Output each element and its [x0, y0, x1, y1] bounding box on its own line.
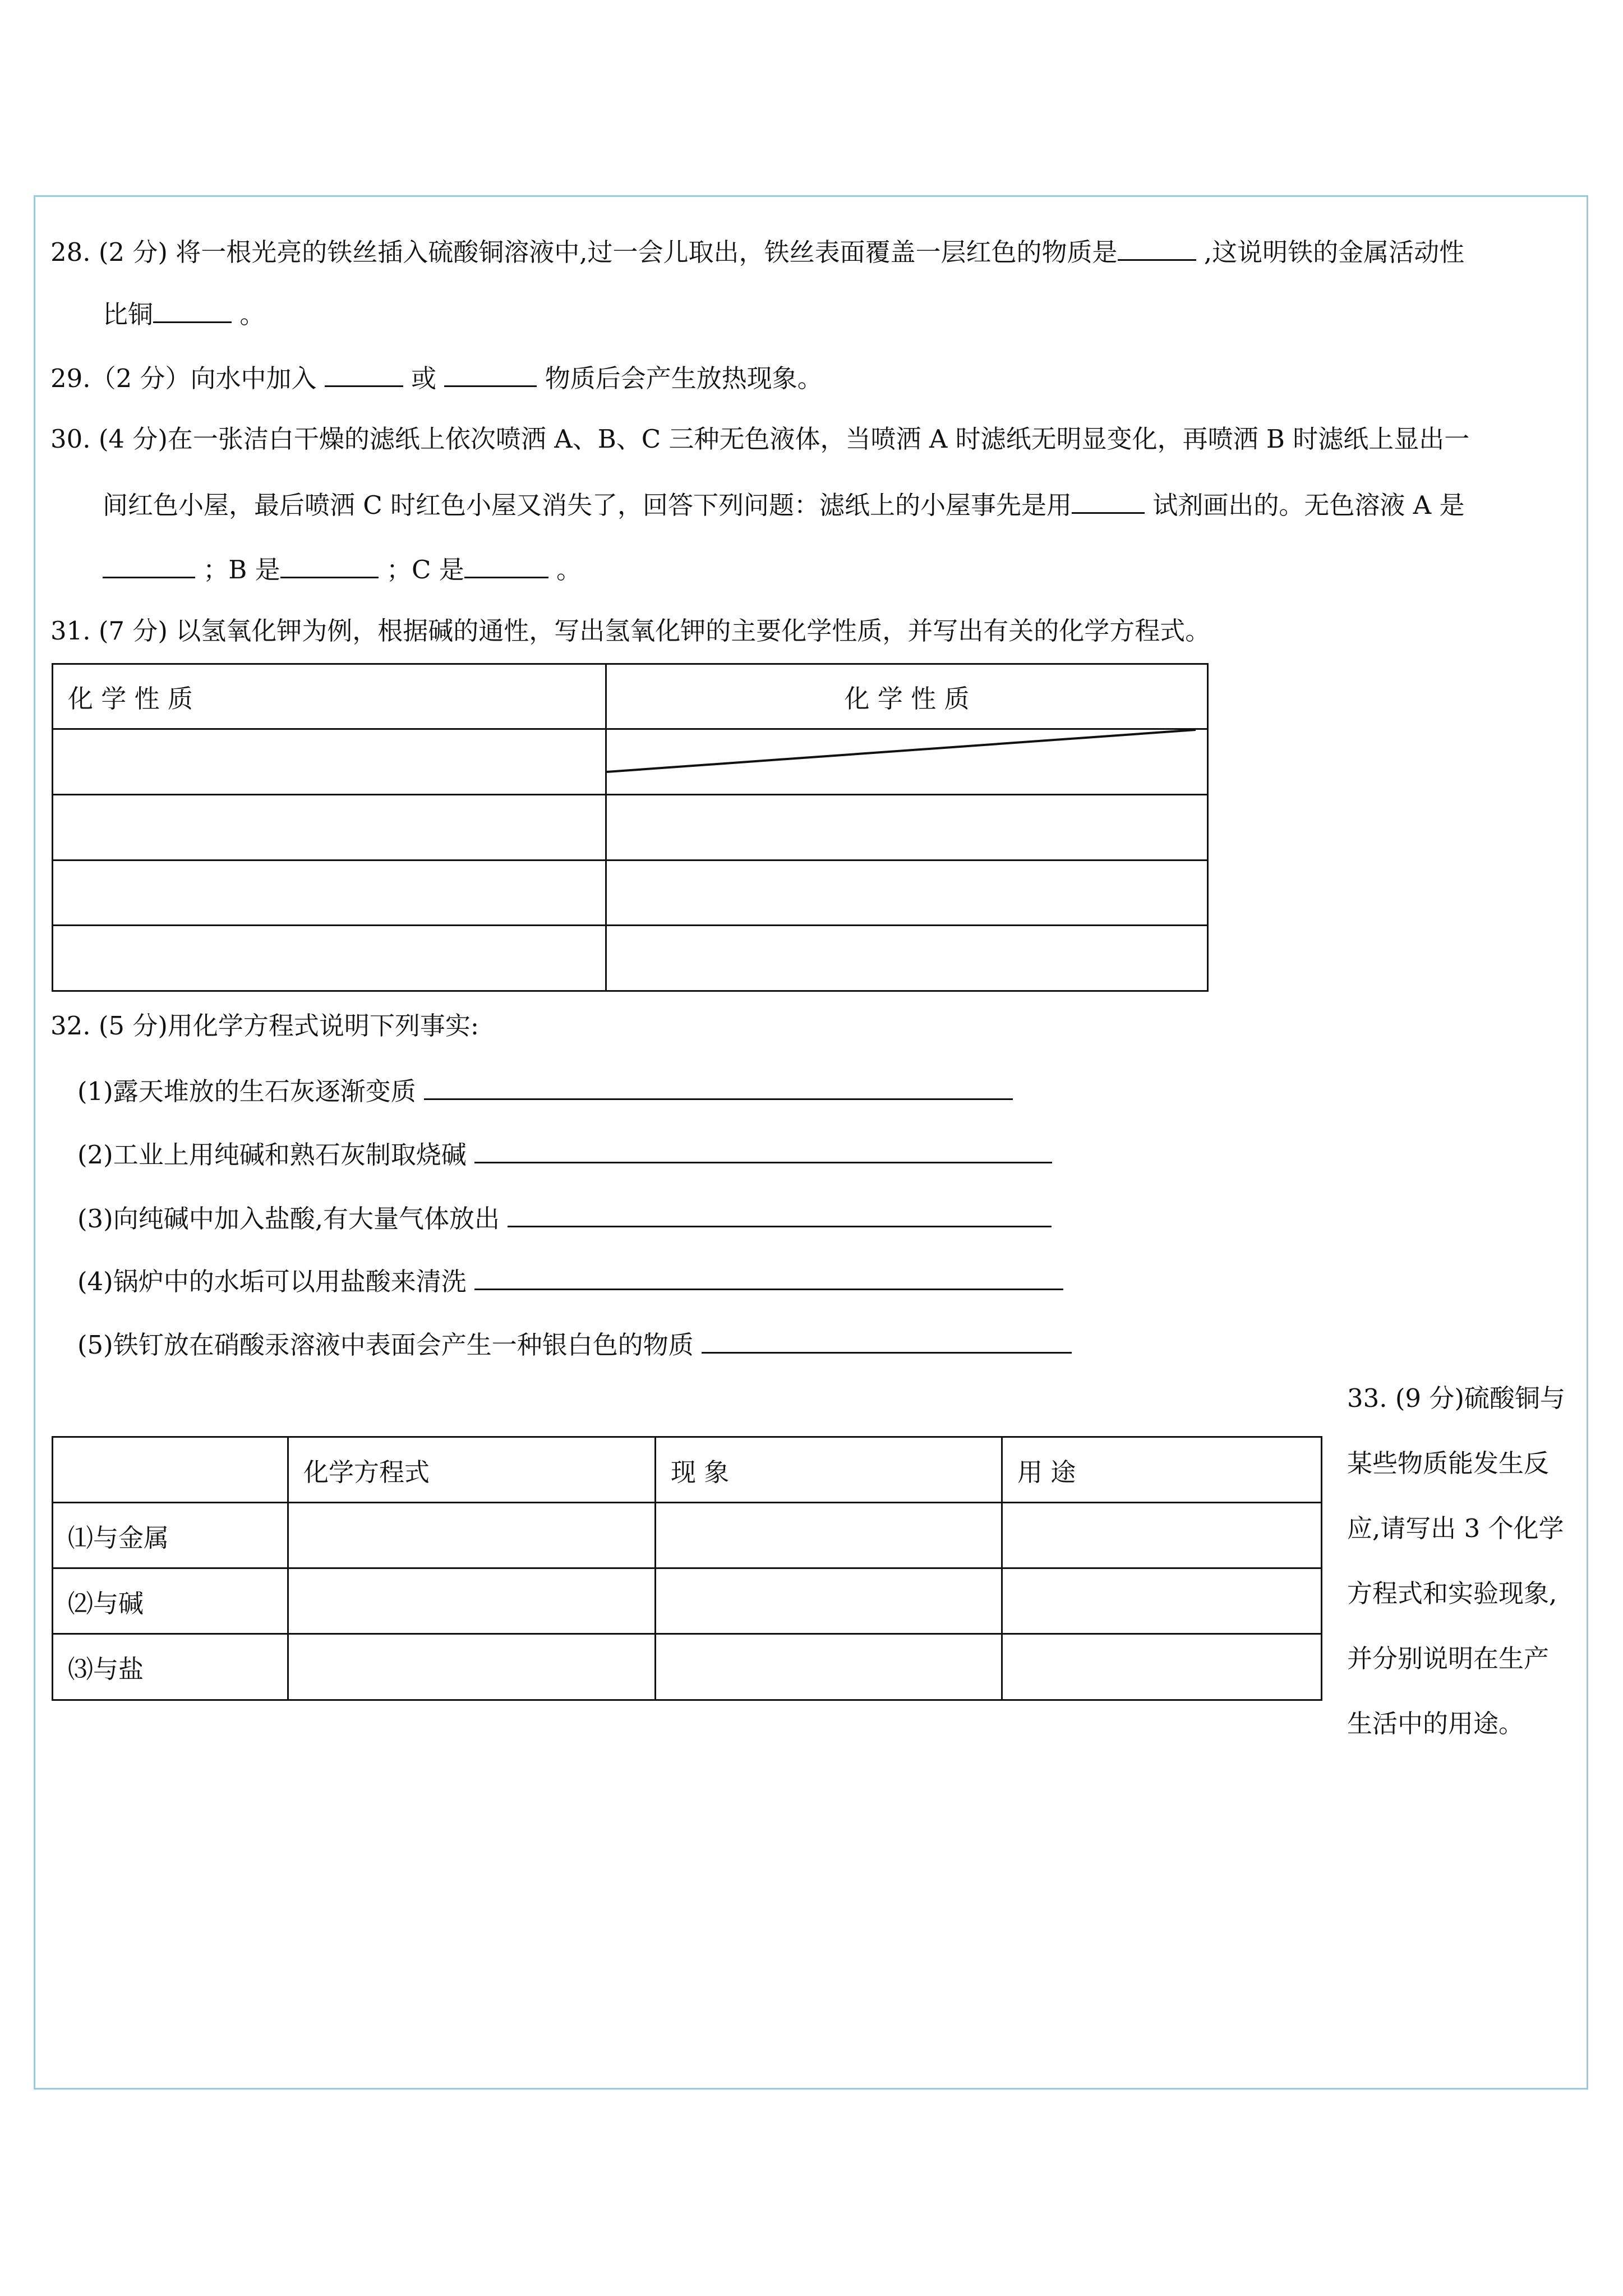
question-28-text: 。: [232, 300, 265, 329]
answer-blank[interactable]: [474, 1139, 1052, 1163]
q31-header-label: 化 学 性 质: [844, 684, 970, 714]
q33-cell[interactable]: [1002, 1503, 1322, 1568]
question-28-line2: [103, 299, 265, 327]
question-30-text: 间红色小屋，最后喷洒 C 时红色小屋又消失了，回答下列问题：滤纸上的小屋事先是用: [103, 490, 1072, 520]
question-33-line: 应,请写出 3 个化学: [1347, 1513, 1564, 1543]
q33-header-cell: [1002, 1437, 1322, 1503]
q33-cell[interactable]: [656, 1634, 1002, 1700]
q33-row-label-text: ⑴与金属: [68, 1522, 169, 1553]
question-32-item-text: (4)锅炉中的水垢可以用盐酸来清洗: [77, 1267, 475, 1296]
question-29-text: 物质后会产生放热现象。: [537, 364, 823, 393]
q33-header-cell: [656, 1437, 1002, 1503]
q33-cell[interactable]: [1002, 1634, 1322, 1700]
answer-blank[interactable]: [508, 1203, 1052, 1227]
question-31: [50, 616, 1211, 646]
diagonal-slash: [607, 730, 1209, 795]
q31-header-cell: [53, 664, 606, 729]
answer-blank[interactable]: [464, 554, 548, 578]
q31-cell[interactable]: [53, 861, 606, 926]
q33-row-label-text: ⑶与盐: [68, 1654, 144, 1684]
q33-header-label: 用 途: [1017, 1457, 1076, 1487]
q33-header-cell: [53, 1437, 288, 1503]
answer-blank[interactable]: [474, 1266, 1063, 1290]
question-28-line1: [50, 237, 1464, 265]
answer-blank[interactable]: [1118, 237, 1196, 261]
answer-blank[interactable]: [444, 363, 537, 387]
question-32-item-text: (5)铁钉放在硝酸汞溶液中表面会产生一种银白色的物质: [77, 1330, 702, 1360]
q31-table: [52, 663, 1209, 992]
q33-header-label: 现 象: [671, 1457, 730, 1487]
answer-blank[interactable]: [103, 554, 195, 578]
question-30-text: 。: [548, 555, 582, 585]
question-29-text: 或: [403, 364, 445, 393]
question-32-item-text: (2)工业上用纯碱和熟石灰制取烧碱: [77, 1140, 475, 1170]
question-30-text: 试剂画出的。无色溶液 A 是: [1145, 490, 1465, 520]
question-32-item-text: (1)露天堆放的生石灰逐渐变质: [77, 1076, 425, 1106]
q31-cell[interactable]: [606, 729, 1208, 795]
question-32-item: [77, 1266, 1063, 1294]
question-33-line: 并分别说明在生产: [1347, 1644, 1550, 1673]
q33-header-cell: [288, 1437, 656, 1503]
q31-cell[interactable]: [606, 861, 1208, 926]
question-29-text: 29.（2 分）向水中加入: [50, 364, 325, 393]
answer-blank[interactable]: [1072, 490, 1145, 514]
question-28-text: 28. (2 分) 将一根光亮的铁丝插入硫酸铜溶液中,过一会儿取出，铁丝表面覆盖一层红色的物质是: [50, 237, 1118, 267]
q31-cell[interactable]: [606, 926, 1208, 991]
q33-row-label-text: ⑵与碱: [68, 1588, 144, 1618]
question-30-line3: [103, 554, 582, 585]
question-30-line2: [103, 490, 1464, 518]
question-30-text: 30. (4 分)在一张洁白干燥的滤纸上依次喷洒 A、B、C 三种无色液体，当喷洒 A 时滤纸无明显变化，再喷洒 B 时滤纸上显出一: [50, 424, 1470, 454]
question-33-line: 生活中的用途。: [1347, 1709, 1524, 1738]
q33-cell[interactable]: [288, 1503, 656, 1568]
q33-cell[interactable]: [288, 1568, 656, 1634]
answer-blank[interactable]: [325, 363, 403, 387]
question-29: [50, 363, 823, 391]
q33-cell[interactable]: [656, 1503, 1002, 1568]
question-30-line1: [50, 426, 1469, 452]
question-33-line: 方程式和实验现象,: [1347, 1579, 1557, 1608]
question-32-item: [77, 1329, 1072, 1358]
question-28-text: ,这说明铁的金属活动性: [1196, 237, 1465, 267]
q31-header-label: 化 学 性 质: [68, 684, 193, 714]
q33-cell[interactable]: [288, 1634, 656, 1700]
answer-blank[interactable]: [702, 1329, 1072, 1354]
question-30-text: ；C 是: [378, 555, 464, 585]
question-28-text: 比铜: [103, 300, 154, 329]
answer-blank[interactable]: [153, 299, 232, 323]
q31-cell[interactable]: [53, 926, 606, 991]
question-32-item-text: (3)向纯碱中加入盐酸,有大量气体放出: [77, 1204, 508, 1234]
q31-header-cell: [606, 664, 1208, 729]
question-32-title: [50, 1011, 479, 1041]
q31-cell[interactable]: [606, 795, 1208, 861]
question-33-line: 33. (9 分)硫酸铜与: [1347, 1383, 1565, 1413]
q33-cell[interactable]: [1002, 1568, 1322, 1634]
question-31-text: 31. (7 分) 以氢氧化钾为例，根据碱的通性，写出氢氧化钾的主要化学性质，并写出有关的化学方程式。: [50, 616, 1211, 646]
question-33-line: 某些物质能发生反: [1347, 1448, 1550, 1478]
q31-cell[interactable]: [53, 795, 606, 861]
q33-row-label: [53, 1568, 288, 1634]
answer-blank[interactable]: [280, 554, 379, 578]
question-32-item: [77, 1203, 1052, 1234]
question-30-text: ；B 是: [195, 555, 280, 585]
q33-row-label: [53, 1634, 288, 1700]
q33-row-label: [53, 1503, 288, 1568]
question-33-description: [1347, 1383, 1565, 1776]
answer-blank[interactable]: [424, 1076, 1013, 1100]
question-32-item: [77, 1139, 1052, 1170]
question-32-item: [77, 1076, 1013, 1104]
q33-table: [52, 1436, 1322, 1701]
question-32-text: 32. (5 分)用化学方程式说明下列事实:: [50, 1011, 479, 1041]
q33-header-label: 化学方程式: [303, 1457, 430, 1487]
q33-cell[interactable]: [656, 1568, 1002, 1634]
q31-cell[interactable]: [53, 729, 606, 795]
